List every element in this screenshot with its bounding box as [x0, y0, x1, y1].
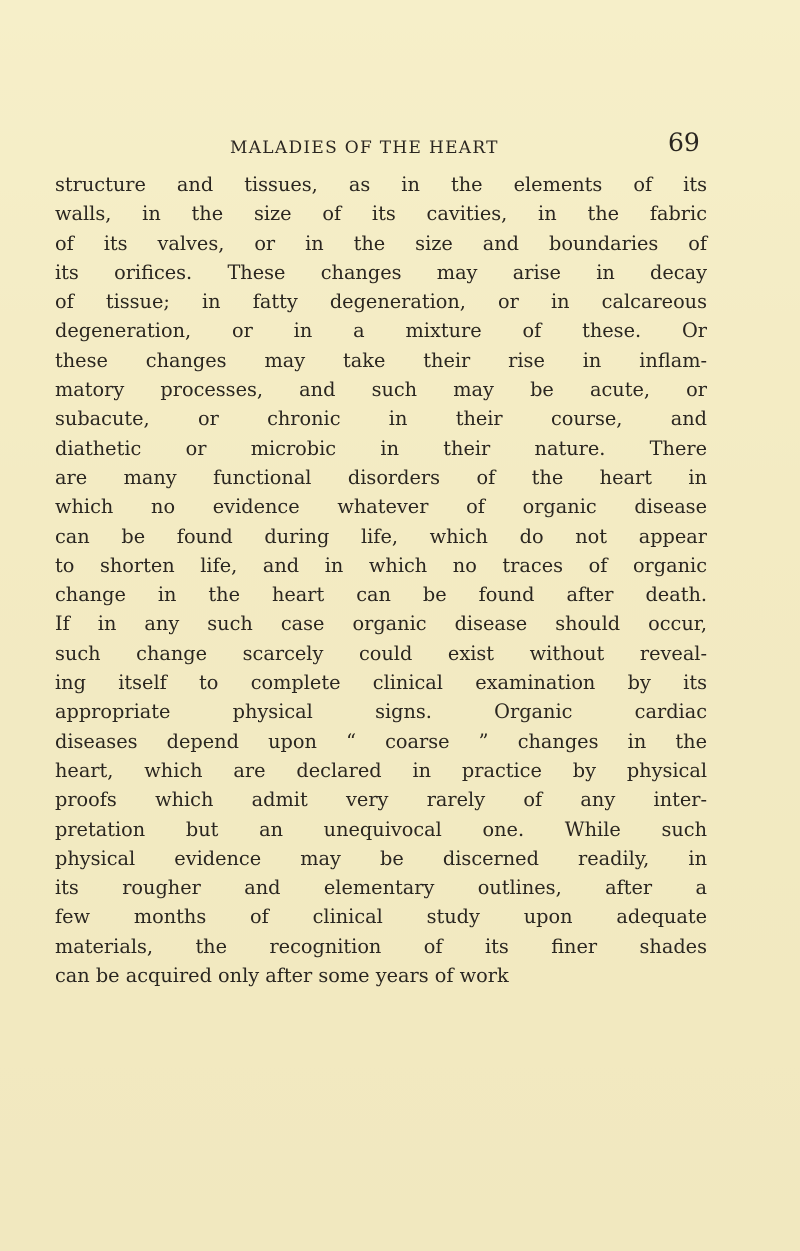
text-line: its orifices. These changes may arise in decay [55, 260, 707, 284]
text-line: matory processes, and such may be acute, or [55, 378, 707, 402]
text-line: can be found during life, which do not appear [55, 524, 707, 548]
text-line: appropriate physical signs. Organic cardiac [55, 700, 707, 724]
text-line: of its valves, or in the size and boundaries of [55, 231, 707, 255]
text-line: degeneration, or in a mixture of these. Or [55, 319, 707, 343]
text-line: If in any such case organic disease should occur, [55, 612, 707, 636]
body-text [55, 170, 707, 990]
text-line: heart, which are declared in practice by physical [55, 758, 707, 782]
text-line: diseases depend upon “ coarse ” changes in the [55, 729, 707, 753]
text-line: its rougher and elementary outlines, after a [55, 876, 707, 900]
text-line: subacute, or chronic in their course, and [55, 407, 707, 431]
text-line: few months of clinical study upon adequate [55, 905, 707, 929]
text-line: these changes may take their rise in inflam- [55, 348, 707, 372]
running-head: MALADIES OF THE HEART [230, 138, 499, 158]
page-number: 69 [668, 128, 700, 157]
text-line: to shorten life, and in which no traces of organic [55, 553, 707, 577]
text-line: proofs which admit very rarely of any inter- [55, 788, 707, 812]
text-line: such change scarcely could exist without reveal- [55, 641, 707, 665]
text-line: which no evidence whatever of organic disease [55, 495, 707, 519]
text-line: diathetic or microbic in their nature. There [55, 436, 707, 460]
text-line: of tissue; in fatty degeneration, or in calcareous [55, 290, 707, 314]
text-line: ing itself to complete clinical examination by its [55, 671, 707, 695]
text-line: pretation but an unequivocal one. While such [55, 817, 707, 841]
text-line: can be acquired only after some years of work [55, 964, 509, 988]
text-line: change in the heart can be found after death. [55, 583, 707, 607]
text-line: structure and tissues, as in the elements of its [55, 173, 707, 196]
text-line: are many functional disorders of the heart in [55, 465, 707, 489]
text-line: walls, in the size of its cavities, in the fabric [55, 202, 707, 226]
text-line: physical evidence may be discerned readily, in [55, 846, 707, 870]
text-line: materials, the recognition of its finer shades [55, 934, 707, 958]
